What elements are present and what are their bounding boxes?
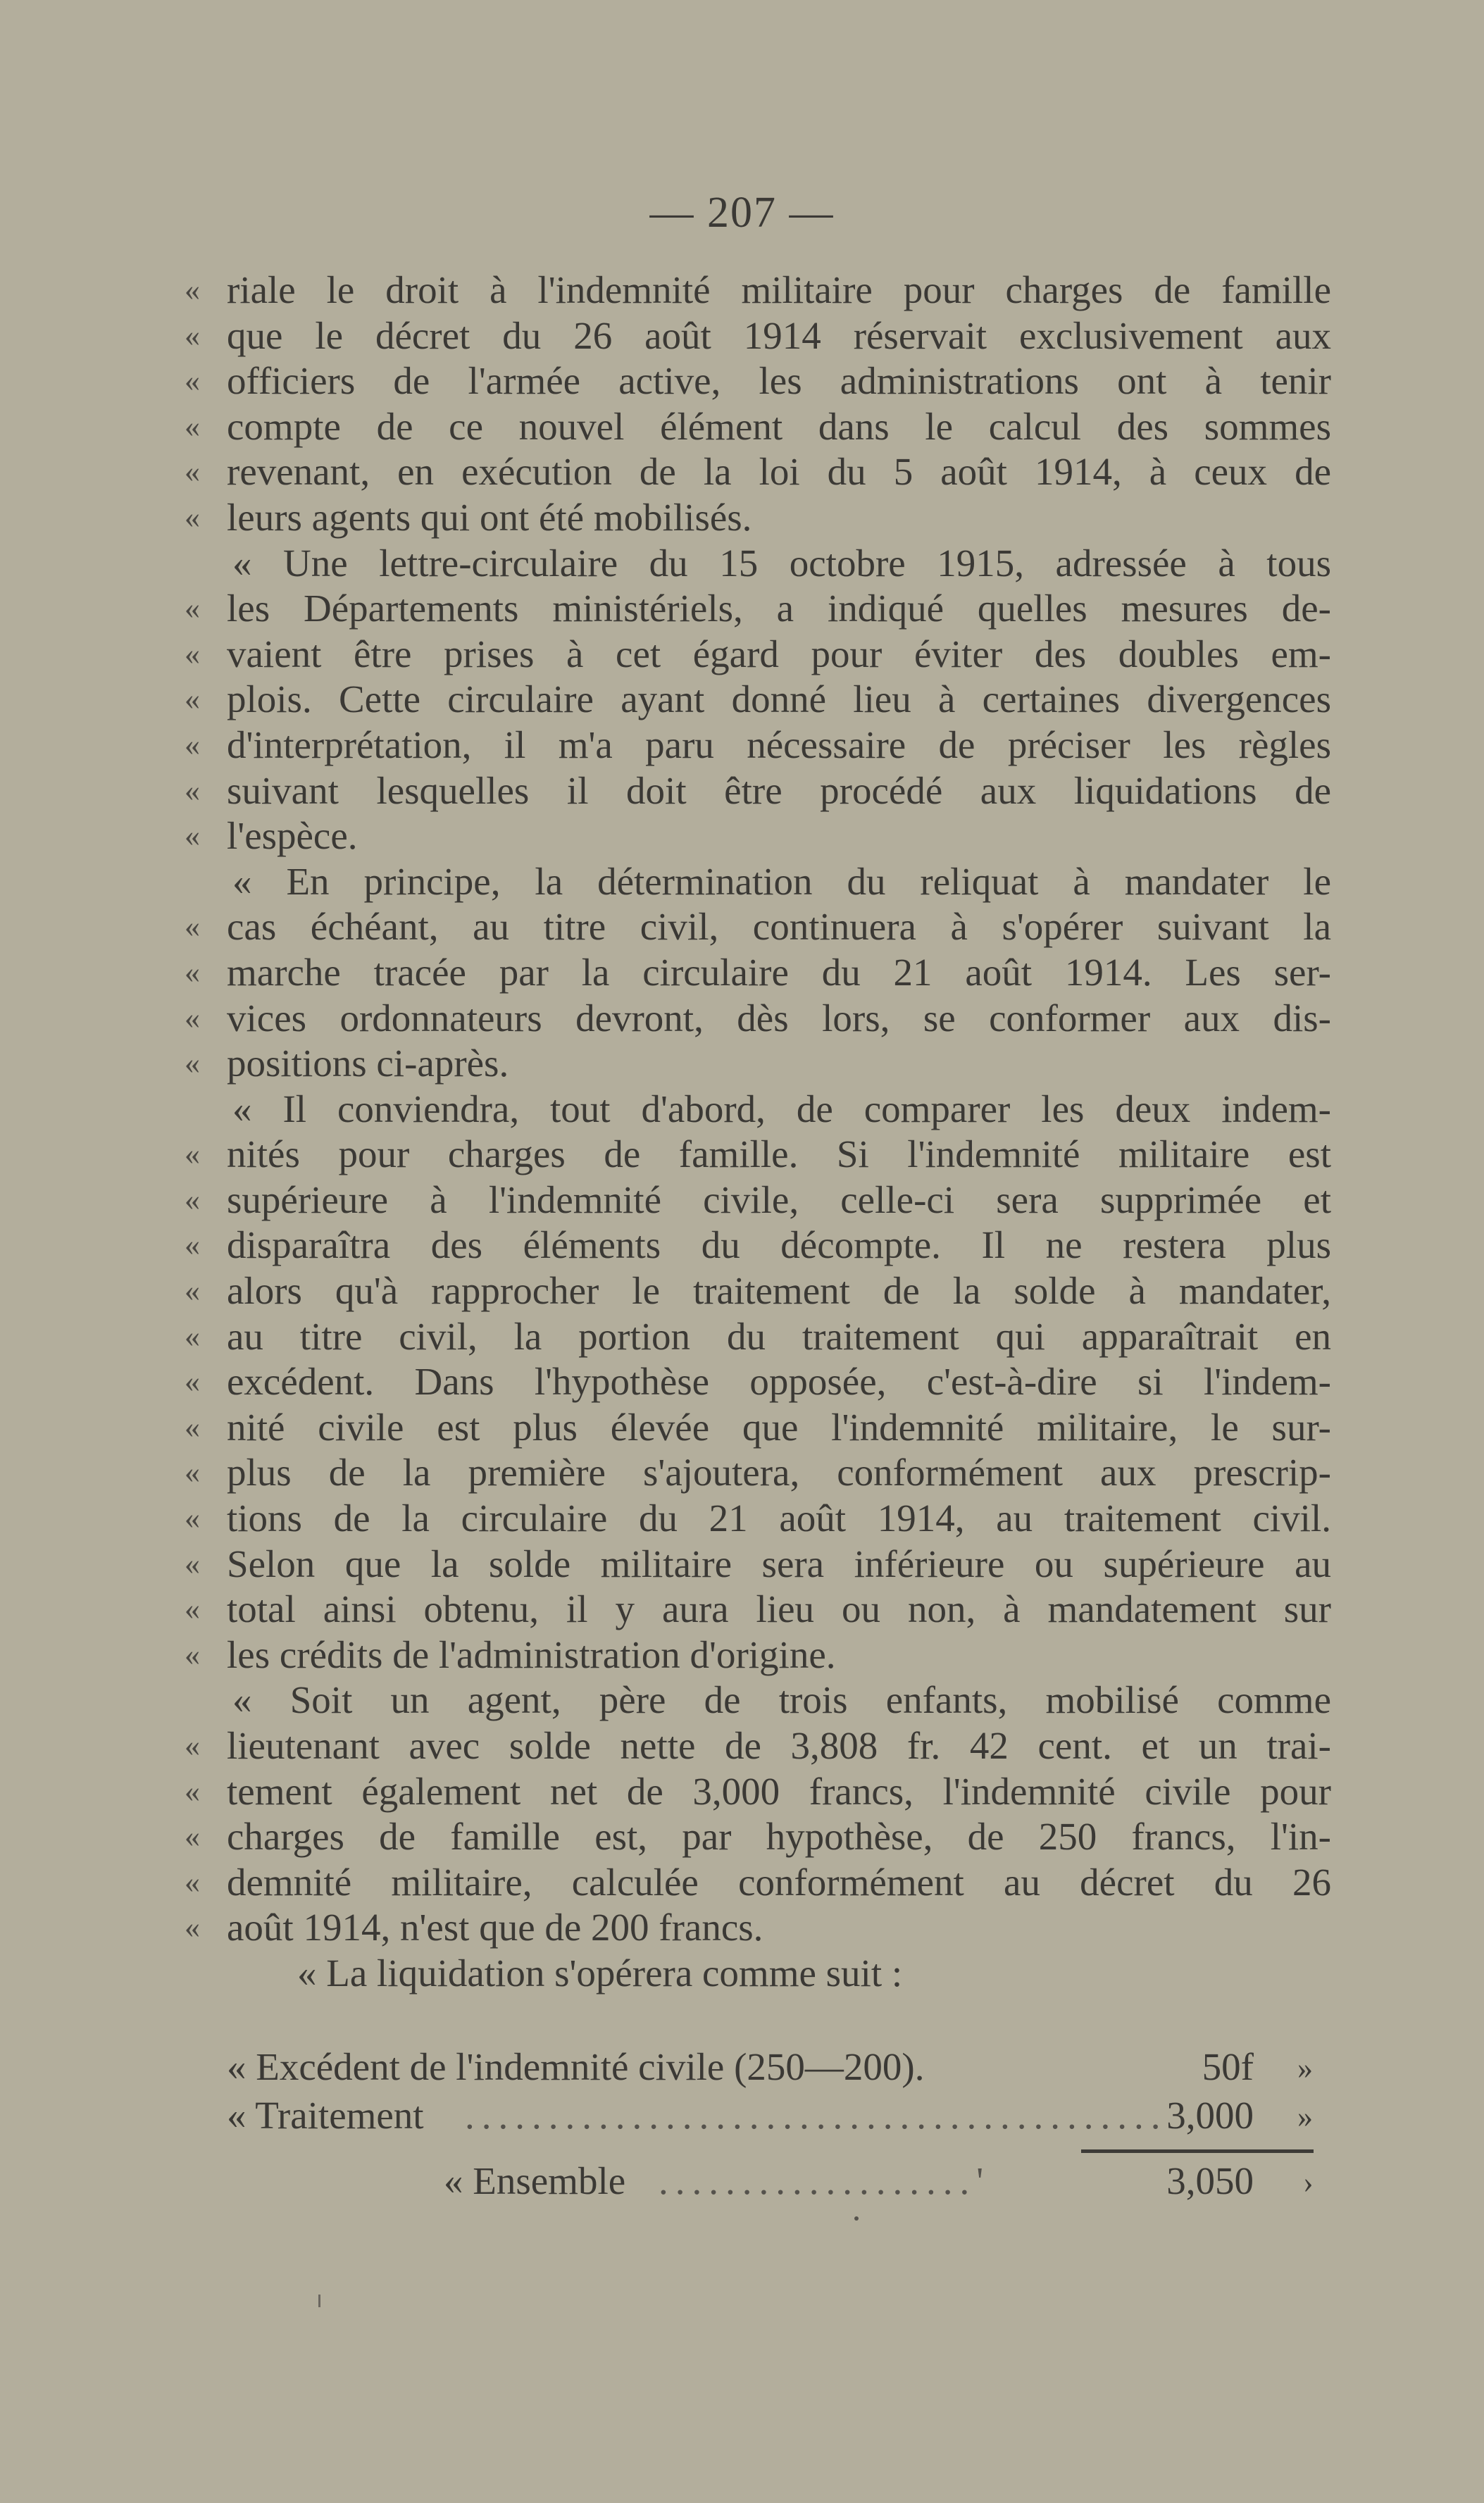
- quote-mark: «: [185, 1592, 200, 1627]
- text-line: [0, 586, 1484, 632]
- text-line: [0, 996, 1484, 1042]
- text-line: [0, 1542, 1484, 1587]
- traitement-dots: ..........................................: [465, 2094, 1168, 2137]
- text-line: [0, 1223, 1484, 1268]
- quote-mark: «: [185, 1000, 200, 1035]
- quote-mark: «: [185, 773, 200, 808]
- quote-mark: «: [185, 454, 200, 489]
- text-line: [0, 1814, 1484, 1860]
- sum-rule: [1081, 2149, 1314, 2153]
- line-text: que le décret du 26 août 1914 réservait exclusivement aux: [227, 313, 1331, 357]
- line-text: d'interprétation, il m'a paru nécessaire de préciser les règles: [227, 723, 1331, 766]
- line-text: charges de famille est, par hypothèse, de 250 francs, l'in-: [227, 1815, 1331, 1859]
- text-line: [0, 1496, 1484, 1542]
- text-line: [0, 1178, 1484, 1223]
- line-text: excédent. Dans l'hypothèse opposée, c'est-à-dire si l'indem-: [227, 1360, 1331, 1404]
- quote-mark: «: [185, 1819, 200, 1854]
- quote-mark: «: [185, 408, 200, 444]
- text-line: [0, 859, 1484, 905]
- quote-mark: «: [185, 818, 200, 854]
- line-text: compte de ce nouvel élément dans le calcul des sommes: [227, 404, 1331, 448]
- line-text: nités pour charges de famille. Si l'indemnité militaire est: [227, 1132, 1331, 1176]
- line-text: demnité militaire, calculée conformément au décret du 26: [227, 1860, 1331, 1904]
- line-text: « Une lettre-circulaire du 15 octobre 1915, adressée à tous: [232, 541, 1331, 585]
- quote-mark: «: [185, 636, 200, 671]
- line-text: cas échéant, au titre civil, continuera à s'opérer suivant la: [227, 905, 1331, 949]
- line-text: plus de la première s'ajoutera, conformément aux prescrip-: [227, 1451, 1331, 1494]
- text-line: [0, 904, 1484, 950]
- text-line: [0, 449, 1484, 495]
- line-text: officiers de l'armée active, les administrations ont à tenir: [227, 359, 1331, 403]
- text-line: [0, 1769, 1484, 1815]
- ensemble-dots: ...................': [659, 2159, 991, 2202]
- text-line: [0, 1087, 1484, 1132]
- excedent-label: « Excédent de l'indemnité civile (250—200).: [227, 2045, 925, 2088]
- text-line: [0, 723, 1484, 768]
- line-text: « Il conviendra, tout d'abord, de comparer les deux indem-: [232, 1087, 1331, 1130]
- quote-mark: «: [185, 727, 200, 762]
- text-line: [0, 1359, 1484, 1405]
- text-line: [0, 1678, 1484, 1723]
- text-line: [0, 1405, 1484, 1451]
- text-line: [0, 541, 1484, 587]
- line-text: tement également net de 3,000 francs, l'indemnité civile pour: [227, 1769, 1331, 1813]
- quote-mark: «: [185, 1455, 200, 1490]
- ensemble-sign: ›: [1303, 2165, 1314, 2199]
- line-text: « Soit un agent, père de trois enfants, mobilisé comme: [232, 1678, 1331, 1722]
- text-line: [0, 268, 1484, 313]
- quote-mark: «: [185, 1728, 200, 1763]
- traitement-amount: 3,000: [1166, 2094, 1254, 2137]
- line-text: plois. Cette circulaire ayant donné lieu à certaines divergences: [227, 678, 1331, 721]
- text-line: [0, 950, 1484, 996]
- quote-mark: «: [185, 909, 200, 944]
- line-text: l'espèce.: [227, 814, 358, 858]
- line-text: août 1914, n'est que de 200 francs.: [227, 1906, 763, 1949]
- quote-mark: «: [185, 363, 200, 399]
- text-line: [0, 1723, 1484, 1769]
- line-text: leurs agents qui ont été mobilisés.: [227, 495, 752, 539]
- text-line: [0, 1268, 1484, 1314]
- traitement-sign: »: [1297, 2099, 1313, 2134]
- line-text: « La liquidation s'opérera comme suit :: [297, 1951, 903, 1995]
- quote-mark: «: [185, 273, 200, 307]
- quote-mark: «: [185, 1228, 200, 1263]
- quote-mark: «: [185, 1910, 200, 1945]
- text-line: [0, 1587, 1484, 1633]
- text-line: [0, 677, 1484, 723]
- excedent-sign: »: [1297, 2051, 1313, 2085]
- quote-mark: «: [185, 1409, 200, 1444]
- text-line: [0, 1633, 1484, 1678]
- text-line: [0, 1041, 1484, 1087]
- line-text: tions de la circulaire du 21 août 1914, au traitement civil.: [227, 1497, 1331, 1540]
- print-speck: [854, 2216, 859, 2221]
- line-text: lieutenant avec solde nette de 3,808 fr. 42 cent. et un trai-: [227, 1724, 1331, 1767]
- text-line: [0, 358, 1484, 404]
- line-text: supérieure à l'indemnité civile, celle-ci sera supprimée et: [227, 1178, 1331, 1221]
- quote-mark: «: [185, 1137, 200, 1172]
- line-text: vaient être prises à cet égard pour éviter des doubles em-: [227, 632, 1331, 675]
- line-text: total ainsi obtenu, il y aura lieu ou non, à mandatement sur: [227, 1587, 1331, 1631]
- quote-mark: «: [185, 591, 200, 626]
- line-text: alors qu'à rapprocher le traitement de la solde à mandater,: [227, 1269, 1331, 1313]
- excedent-amount: 50f: [1202, 2045, 1254, 2088]
- body-text: [0, 268, 1484, 1997]
- quote-mark: «: [185, 1046, 200, 1081]
- text-line: [0, 1314, 1484, 1360]
- quote-mark: «: [185, 1501, 200, 1536]
- quote-mark: «: [185, 1364, 200, 1399]
- text-line: [0, 632, 1484, 678]
- line-text: riale le droit à l'indemnité militaire pour charges de famille: [227, 268, 1331, 311]
- line-text: les crédits de l'administration d'origine.: [227, 1633, 836, 1676]
- ensemble-amount: 3,050: [1166, 2159, 1254, 2202]
- quote-mark: «: [185, 499, 200, 535]
- line-text: au titre civil, la portion du traitement qui apparaîtrait en: [227, 1314, 1331, 1358]
- quote-mark: «: [185, 1546, 200, 1581]
- quote-mark: «: [185, 1318, 200, 1354]
- traitement-label: « Traitement: [227, 2094, 424, 2137]
- print-mark: [318, 2295, 320, 2307]
- line-text: positions ci-après.: [227, 1042, 509, 1085]
- line-text: les Départements ministériels, a indiqué quelles mesures de-: [227, 587, 1331, 630]
- text-line: [0, 1860, 1484, 1906]
- quote-mark: «: [185, 318, 200, 353]
- line-text: marche tracée par la circulaire du 21 août 1914. Les ser-: [227, 950, 1331, 994]
- text-line: [0, 404, 1484, 450]
- quote-mark: «: [185, 1637, 200, 1672]
- line-text: nité civile est plus élevée que l'indemnité militaire, le sur-: [227, 1405, 1331, 1449]
- quote-mark: «: [185, 954, 200, 990]
- quote-mark: «: [185, 1864, 200, 1899]
- line-text: disparaîtra des éléments du décompte. Il ne restera plus: [227, 1223, 1331, 1267]
- quote-mark: «: [185, 682, 200, 717]
- line-text: Selon que la solde militaire sera inférieure ou supérieure au: [227, 1542, 1331, 1585]
- quote-mark: «: [185, 1182, 200, 1217]
- line-text: revenant, en exécution de la loi du 5 août 1914, à ceux de: [227, 450, 1331, 494]
- quote-mark: «: [185, 1773, 200, 1809]
- page-number: — 207 —: [649, 189, 835, 237]
- text-line: [0, 1905, 1484, 1951]
- text-line: [0, 1132, 1484, 1178]
- ensemble-label: « Ensemble: [444, 2159, 626, 2202]
- line-text: suivant lesquelles il doit être procédé aux liquidations de: [227, 768, 1331, 812]
- text-line: [0, 1450, 1484, 1496]
- text-line: [0, 495, 1484, 541]
- line-text: vices ordonnateurs devront, dès lors, se conformer aux dis-: [227, 996, 1331, 1040]
- text-line: [0, 768, 1484, 814]
- line-text: « En principe, la détermination du reliquat à mandater le: [232, 859, 1331, 903]
- text-line: [0, 1951, 1484, 1997]
- text-line: [0, 313, 1484, 359]
- quote-mark: «: [185, 1273, 200, 1309]
- text-line: [0, 813, 1484, 859]
